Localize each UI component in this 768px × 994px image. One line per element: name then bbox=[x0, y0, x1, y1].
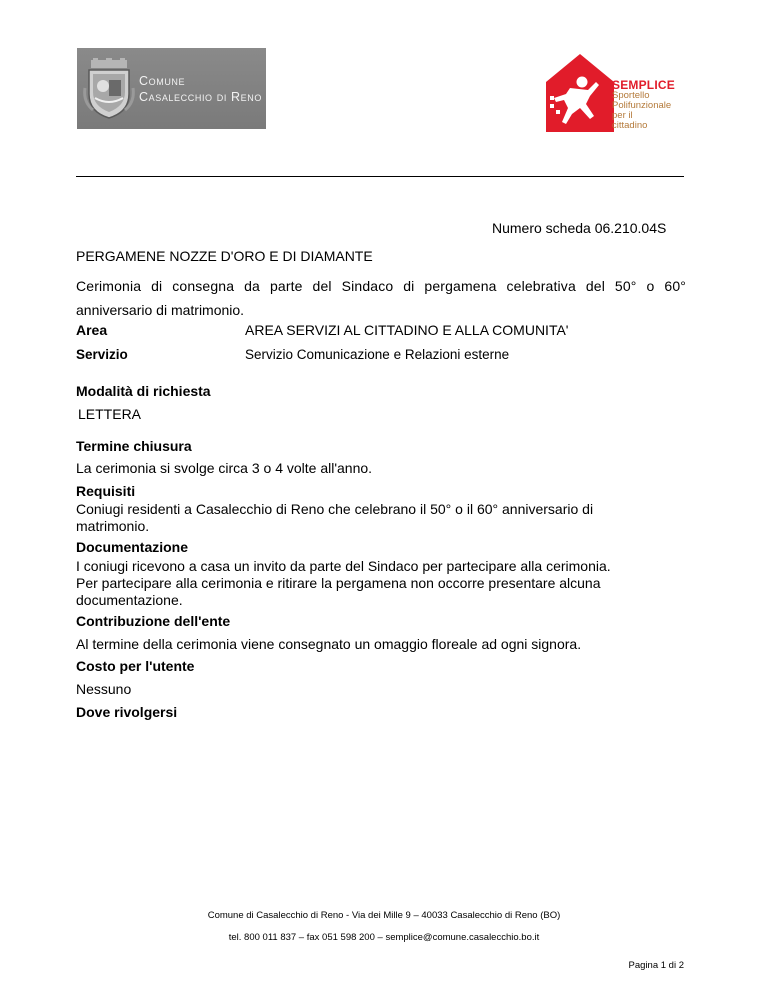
costo-text: Nessuno bbox=[76, 681, 132, 697]
modalita-text: LETTERA bbox=[78, 406, 142, 422]
semplice-logo bbox=[542, 52, 692, 132]
area-label: Area bbox=[76, 322, 108, 338]
footer-address: Comune di Casalecchio di Reno - Via dei Mille 9 – 40033 Casalecchio di Reno (BO) bbox=[207, 910, 561, 921]
requisiti-line-2: matrimonio. bbox=[76, 518, 150, 534]
documentazione-line-3: documentazione. bbox=[76, 592, 183, 608]
costo-heading: Costo per l'utente bbox=[76, 658, 195, 674]
requisiti-line-1: Coniugi residenti a Casalecchio di Reno che celebrano il 50° o il 60° anniversario di bbox=[76, 501, 594, 517]
servizio-label: Servizio bbox=[76, 347, 128, 362]
semplice-sub-3: per il bbox=[612, 110, 633, 121]
modalita-heading: Modalità di richiesta bbox=[76, 383, 211, 399]
documentazione-heading: Documentazione bbox=[76, 539, 189, 555]
documentazione-line-1: I coniugi ricevono a casa un invito da parte del Sindaco per partecipare alla cerimonia. bbox=[76, 558, 611, 574]
semplice-sub-2: Polifunzionale bbox=[612, 100, 672, 111]
logo-line-2: Casalecchio di Reno bbox=[139, 89, 262, 104]
comune-logo bbox=[77, 48, 266, 129]
footer-contacts: tel. 800 011 837 – fax 051 598 200 – semplice@comune.casalecchio.bo.it bbox=[228, 932, 540, 943]
semplice-sub-1: Sportello bbox=[612, 90, 650, 101]
termine-text: La cerimonia si svolge circa 3 o 4 volte all'anno. bbox=[76, 460, 373, 476]
scheda-number: Numero scheda 06.210.04S bbox=[492, 220, 667, 236]
semplice-title: SEMPLICE bbox=[612, 78, 675, 92]
document-title: PERGAMENE NOZZE D'ORO E DI DIAMANTE bbox=[76, 248, 373, 264]
intro-line-2: anniversario di matrimonio. bbox=[76, 302, 245, 318]
logo-line-1: Comune bbox=[139, 73, 186, 88]
dove-heading: Dove rivolgersi bbox=[76, 704, 178, 720]
coat-of-arms-icon bbox=[83, 58, 135, 120]
header-divider bbox=[76, 176, 684, 177]
contribuzione-heading: Contribuzione dell'ente bbox=[76, 613, 231, 629]
requisiti-heading: Requisiti bbox=[76, 483, 136, 499]
servizio-value: Servizio Comunicazione e Relazioni esterne bbox=[245, 347, 510, 362]
documentazione-line-2: Per partecipare alla cerimonia e ritirare la pergamena non occorre presentare alcuna bbox=[76, 575, 601, 591]
contribuzione-text: Al termine della cerimonia viene consegnato un omaggio floreale ad ogni signora. bbox=[76, 636, 582, 652]
page-number: Pagina 1 di 2 bbox=[628, 960, 684, 971]
termine-heading: Termine chiusura bbox=[76, 438, 192, 454]
area-value: AREA SERVIZI AL CITTADINO E ALLA COMUNITA' bbox=[245, 322, 569, 338]
house-figure-icon bbox=[542, 52, 616, 132]
semplice-sub-4: cittadino bbox=[612, 120, 648, 131]
intro-line-1: Cerimonia di consegna da parte del Sindaco di pergamena celebrativa del 50° o 60° bbox=[76, 278, 686, 294]
